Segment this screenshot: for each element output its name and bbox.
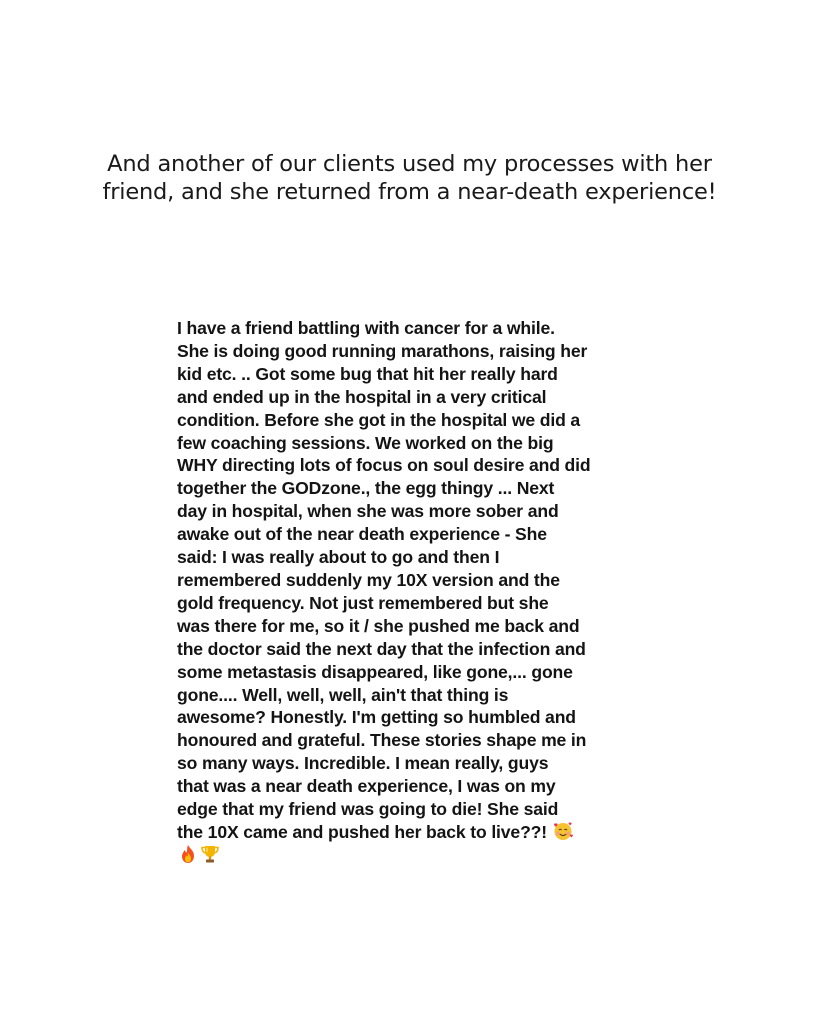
- testimonial-line: together the GODzone., the egg thingy ... Next: [177, 478, 555, 499]
- headline-line-1: And another of our clients used my processes with her: [107, 151, 712, 177]
- testimonial-line: gold frequency. Not just remembered but she: [177, 592, 549, 613]
- testimonial-line: gone.... Well, well, well, ain't that thing is: [177, 684, 509, 705]
- testimonial-line: edge that my friend was going to die! She said: [177, 799, 559, 820]
- testimonial-line: and ended up in the hospital in a very critical: [177, 386, 547, 407]
- testimonial-line: condition. Before she got in the hospital we did a: [177, 409, 581, 430]
- testimonial-line: that was a near death experience, I was on my: [177, 776, 556, 797]
- fire-icon: [177, 844, 199, 864]
- testimonial-line-text: the 10X came and pushed her back to live??!: [177, 821, 547, 842]
- testimonial-line: honoured and grateful. These stories shape me in: [177, 730, 587, 751]
- smiling-face-with-hearts-icon: [552, 821, 574, 841]
- testimonial-text: [177, 317, 657, 867]
- testimonial-line: was there for me, so it / she pushed me back and: [177, 615, 580, 636]
- testimonial-line: few coaching sessions. We worked on the big: [177, 432, 554, 453]
- testimonial-line: kid etc. .. Got some bug that hit her really hard: [177, 363, 558, 384]
- testimonial-line: awesome? Honestly. I'm getting so humbled and: [177, 707, 576, 728]
- headline: [0, 150, 819, 206]
- testimonial-line-last: [177, 821, 657, 844]
- headline-line-2: friend, and she returned from a near-death experience!: [102, 179, 717, 205]
- testimonial-line: I have a friend battling with cancer for a while.: [177, 318, 555, 338]
- testimonial-line: day in hospital, when she was more sober and: [177, 501, 559, 522]
- trophy-icon: [199, 844, 221, 864]
- testimonial-line: so many ways. Incredible. I mean really, guys: [177, 753, 549, 774]
- testimonial-line: the doctor said the next day that the infection and: [177, 638, 586, 659]
- testimonial-line: said: I was really about to go and then I: [177, 547, 500, 568]
- testimonial-emoji-line: [177, 844, 657, 867]
- testimonial-line: WHY directing lots of focus on soul desire and did: [177, 455, 591, 476]
- testimonial-line: She is doing good running marathons, raising her: [177, 340, 588, 361]
- testimonial-line: remembered suddenly my 10X version and the: [177, 569, 560, 590]
- testimonial-line: some metastasis disappeared, like gone,... gone: [177, 661, 573, 682]
- testimonial-line: awake out of the near death experience - She: [177, 524, 547, 545]
